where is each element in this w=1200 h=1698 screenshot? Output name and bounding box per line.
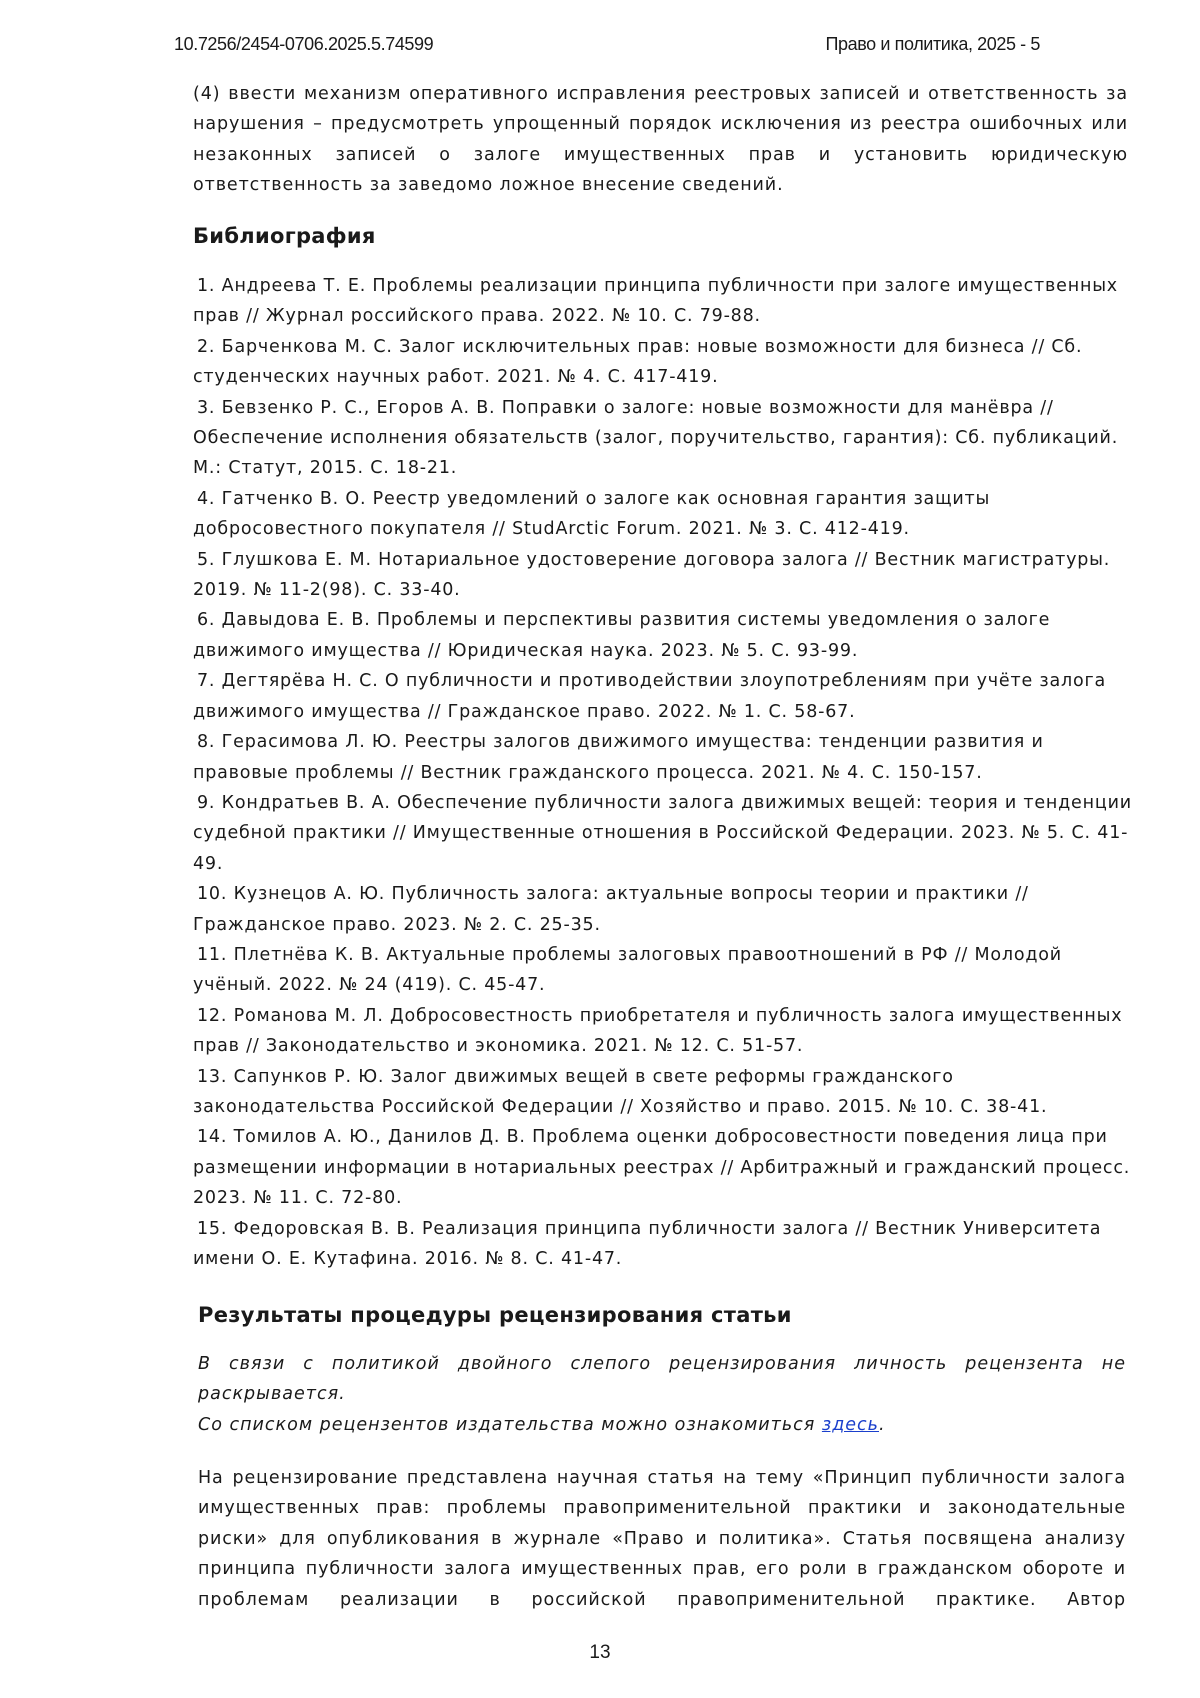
bibliography-item xyxy=(193,788,1133,879)
bibliography-item xyxy=(193,484,1133,545)
review-note-line2 xyxy=(198,1410,1126,1440)
bibliography-item xyxy=(193,1214,1133,1275)
bibliography-item-text: Кузнецов А. Ю. Публичность залога: актуальные вопросы теории и практики // Гражданское право. 2023. № 2. С. 25-35. xyxy=(193,884,1029,934)
bibliography-item-text: Плетнёва К. В. Актуальные проблемы залоговых правоотношений в РФ // Молодой учёный. 2022. № 24 (419). С. 45-47. xyxy=(193,945,1062,995)
review-note-suffix: . xyxy=(879,1415,886,1435)
review-heading: Результаты процедуры рецензирования статьи xyxy=(198,1303,792,1327)
bibliography-item-number: 4. xyxy=(193,489,215,509)
bibliography-item xyxy=(193,271,1133,332)
review-note-line1: В связи с политикой двойного слепого рецензирования личность рецензента не раскрывается. xyxy=(198,1349,1126,1410)
bibliography-item-number: 10. xyxy=(193,884,227,904)
bibliography-item xyxy=(193,393,1133,484)
bibliography-item-number: 1. xyxy=(193,276,215,296)
intro-paragraph: (4) ввести механизм оперативного исправления реестровых записей и ответственность за нарушения – предусмотреть упрощенный порядок исключения из реестра ошибочных или незаконных записей о залоге имущественных прав и установить юридическую ответственность за заведомо ложное внесение сведений. xyxy=(193,79,1128,200)
doi-label: 10.7256/2454-0706.2025.5.74599 xyxy=(174,34,433,55)
bibliography-item-text: Глушкова Е. М. Нотариальное удостоверение договора залога // Вестник магистратуры. 2019. № 11-2(98). С. 33-40. xyxy=(193,550,1110,600)
bibliography-item-number: 15. xyxy=(193,1219,227,1239)
bibliography-item xyxy=(193,1001,1133,1062)
bibliography-item-number: 11. xyxy=(193,945,227,965)
bibliography-item-text: Федоровская В. В. Реализация принципа публичности залога // Вестник Университета имени О. Е. Кутафина. 2016. № 8. С. 41-47. xyxy=(193,1219,1101,1269)
bibliography-item xyxy=(193,727,1133,788)
bibliography-item-number: 7. xyxy=(193,671,215,691)
bibliography-item xyxy=(193,666,1133,727)
bibliography-item-text: Герасимова Л. Ю. Реестры залогов движимого имущества: тенденции развития и правовые проблемы // Вестник гражданского процесса. 2021. № 4. С. 150-157. xyxy=(193,732,1044,782)
bibliography-item-text: Андреева Т. Е. Проблемы реализации принципа публичности при залоге имущественных прав // Журнал российского права. 2022. № 10. С. 79-88. xyxy=(193,276,1118,326)
bibliography-item xyxy=(193,605,1133,666)
bibliography-item-text: Кондратьев В. А. Обеспечение публичности залога движимых вещей: теория и тенденции судебной практики // Имущественные отношения в Российской Федерации. 2023. № 5. С. 41-49. xyxy=(193,793,1132,874)
bibliography-item-number: 12. xyxy=(193,1006,227,1026)
reviewers-list-link[interactable]: здесь xyxy=(822,1415,879,1435)
bibliography-item-text: Романова М. Л. Добросовестность приобретателя и публичность залога имущественных прав // Законодательство и экономика. 2021. № 12. С. 51-57. xyxy=(193,1006,1122,1056)
bibliography-heading: Библиография xyxy=(193,224,376,248)
bibliography-item-number: 8. xyxy=(193,732,215,752)
bibliography-item-text: Барченкова М. С. Залог исключительных прав: новые возможности для бизнеса // Сб. студенческих научных работ. 2021. № 4. С. 417-419. xyxy=(193,337,1082,387)
bibliography-item-text: Гатченко В. О. Реестр уведомлений о залоге как основная гарантия защиты добросовестного покупателя // StudArctic Forum. 2021. № 3. С. 412-419. xyxy=(193,489,990,539)
bibliography-item-number: 3. xyxy=(193,398,215,418)
page-header xyxy=(174,34,1040,64)
bibliography-item-text: Давыдова Е. В. Проблемы и перспективы развития системы уведомления о залоге движимого имущества // Юридическая наука. 2023. № 5. С. 93-99. xyxy=(193,610,1050,660)
bibliography-item xyxy=(193,1122,1133,1213)
review-body: На рецензирование представлена научная статья на тему «Принцип публичности залога имущественных прав: проблемы правоприменительной практики и законодательные риски» для опубликования в журнале «Право и политика». Статья посвящена анализу принципа публичности залога имущественных прав, его роли в гражданском обороте и проблемам реализации в российской правоприменительной практике. Автор xyxy=(198,1463,1126,1615)
review-note xyxy=(198,1349,1126,1440)
bibliography-item-number: 9. xyxy=(193,793,215,813)
review-note-prefix: Со списком рецензентов издательства можно ознакомиться xyxy=(198,1415,822,1435)
bibliography-item xyxy=(193,940,1133,1001)
bibliography-item xyxy=(193,1062,1133,1123)
bibliography-item-text: Томилов А. Ю., Данилов Д. В. Проблема оценки добросовестности поведения лица при размещении информации в нотариальных реестрах // Арбитражный и гражданский процесс. 2023. № 11. С. 72-80. xyxy=(193,1127,1130,1208)
bibliography-item-text: Бевзенко Р. С., Егоров А. В. Поправки о залоге: новые возможности для манёвра // Обеспечение исполнения обязательств (залог, поручительство, гарантия): Сб. публикаций. М.: Статут, 2015. С. 18-21. xyxy=(193,398,1118,479)
journal-issue-label: Право и политика, 2025 - 5 xyxy=(825,34,1040,55)
page-number: 13 xyxy=(0,1642,1200,1664)
bibliography-item-number: 14. xyxy=(193,1127,227,1147)
bibliography-item-number: 6. xyxy=(193,610,215,630)
bibliography-item-number: 2. xyxy=(193,337,215,357)
bibliography-item-text: Дегтярёва Н. С. О публичности и противодействии злоупотреблениям при учёте залога движимого имущества // Гражданское право. 2022. № 1. С. 58-67. xyxy=(193,671,1106,721)
bibliography-item-number: 5. xyxy=(193,550,215,570)
bibliography-item-number: 13. xyxy=(193,1067,227,1087)
bibliography-item-text: Сапунков Р. Ю. Залог движимых вещей в свете реформы гражданского законодательства Российской Федерации // Хозяйство и право. 2015. № 10. С. 38-41. xyxy=(193,1067,1047,1117)
bibliography-item xyxy=(193,545,1133,606)
bibliography-list xyxy=(193,271,1133,1274)
bibliography-item xyxy=(193,332,1133,393)
bibliography-item xyxy=(193,879,1133,940)
